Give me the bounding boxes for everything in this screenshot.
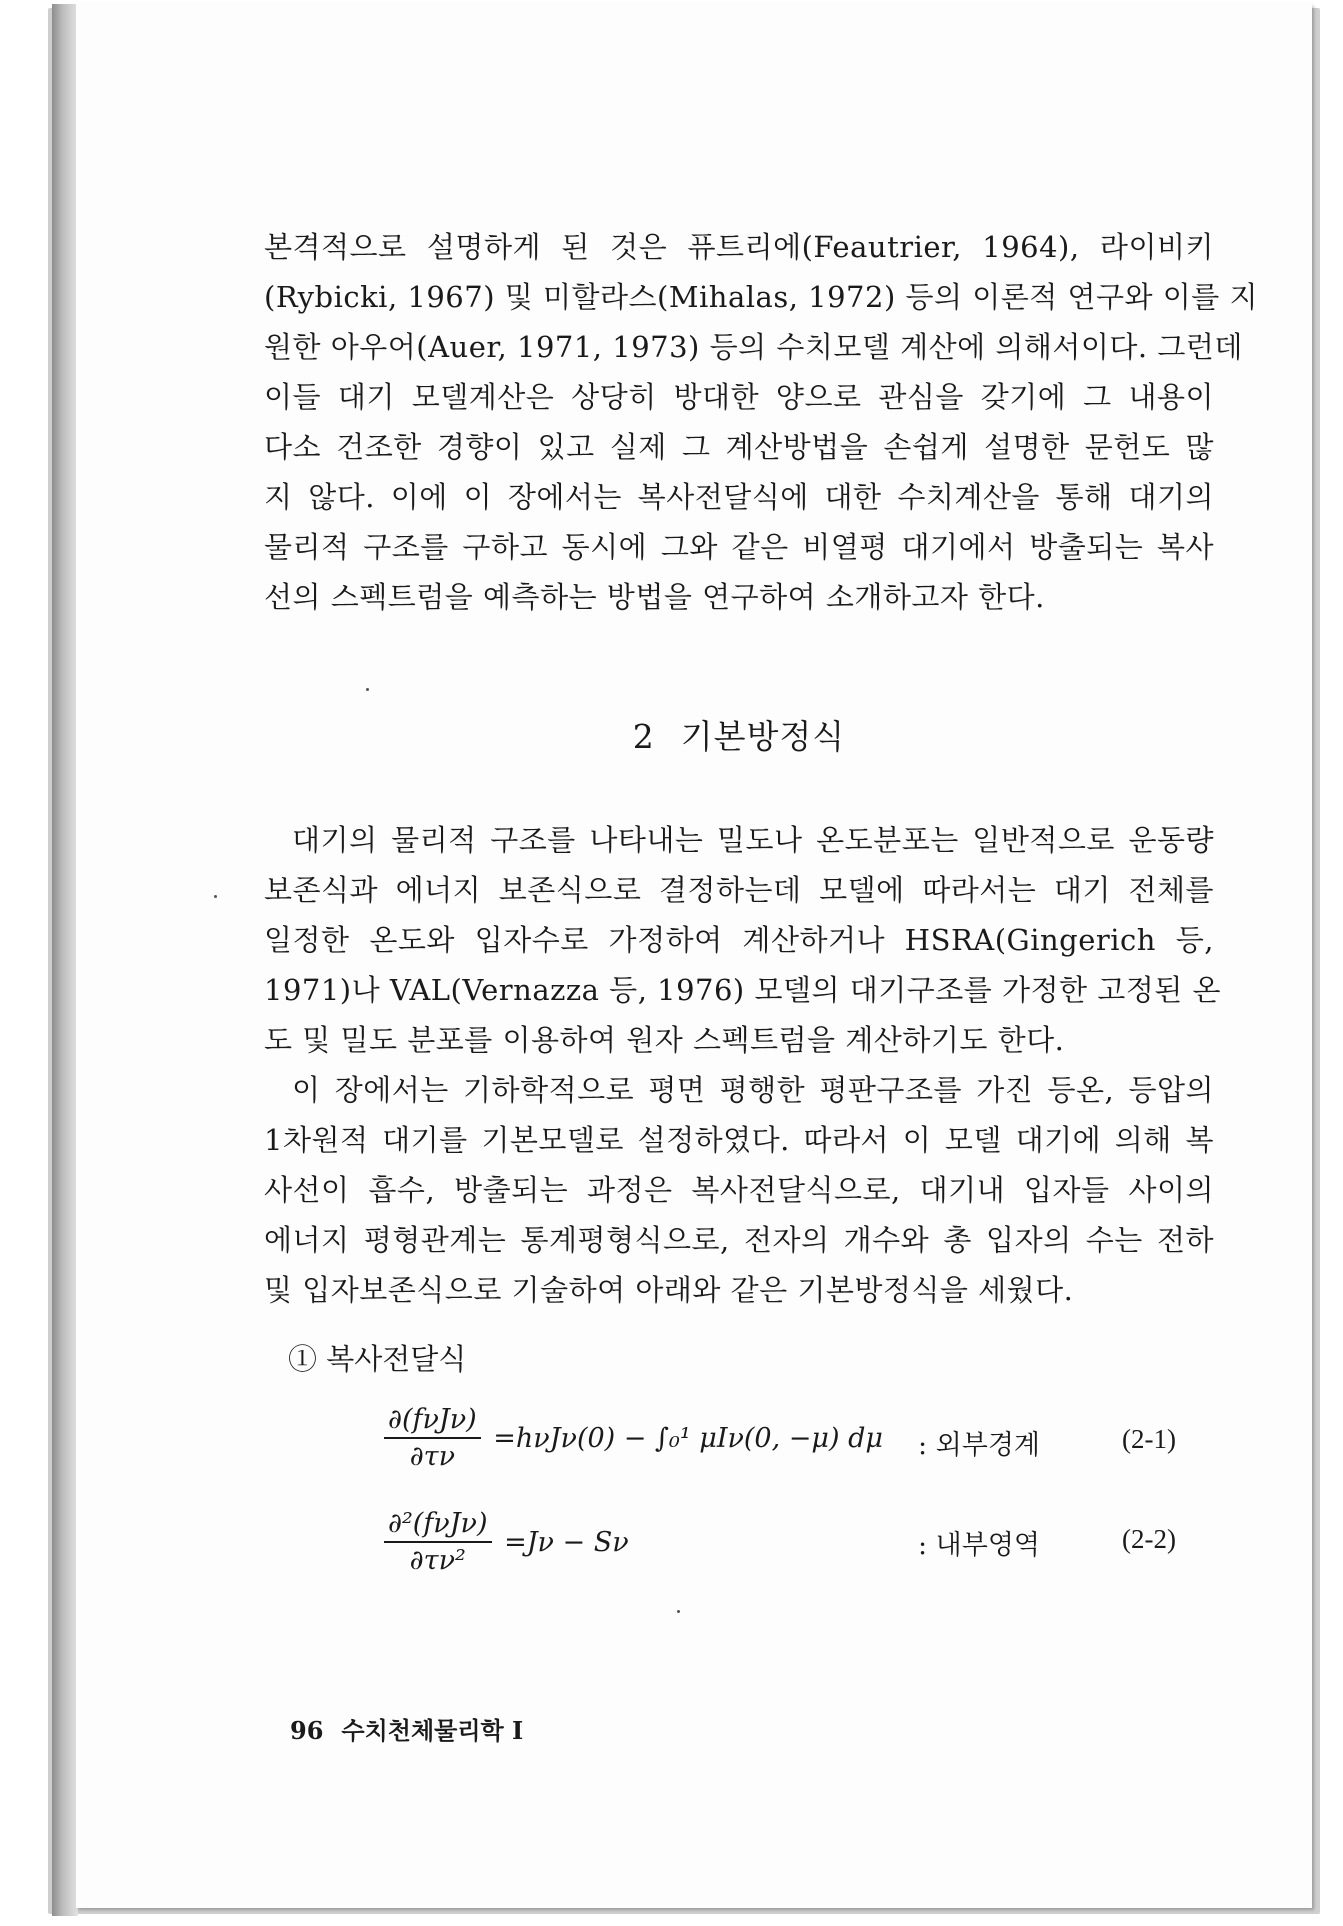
text-line: 이 장에서는 기하학적으로 평면 평행한 평판구조를 가진 등온, 등압의 — [292, 1073, 1214, 1107]
paragraph-intro — [264, 222, 1259, 622]
equation-lhs-fraction — [384, 1508, 492, 1576]
book-title: 수치천체물리학 I — [341, 1716, 524, 1745]
text-line: 이들 대기 모델계산은 상당히 방대한 양으로 관심을 갖기에 그 내용이 — [264, 380, 1214, 414]
text-line: (Rybicki, 1967) 및 미할라스(Mihalas, 1972) 등의 이론적 연구와 이를 지 — [264, 280, 1259, 314]
text-line: 1971)나 VAL(Vernazza 등, 1976) 모델의 대기구조를 가정한 고정된 온 — [264, 973, 1222, 1007]
text-line: 도 및 밀도 분포를 이용하여 원자 스펙트럼을 계산하기도 한다. — [264, 1023, 1065, 1057]
page-binding-edge — [52, 4, 78, 1916]
page-number: 96 — [290, 1716, 324, 1745]
text-line: 선의 스펙트럼을 예측하는 방법을 연구하여 소개하고자 한다. — [264, 580, 1045, 614]
equation-region-label: : 외부경계 — [918, 1430, 1041, 1461]
page-footer — [290, 1711, 523, 1746]
text-line: 보존식과 에너지 보존식으로 결정하는데 모델에 따라서는 대기 전체를 — [264, 873, 1214, 907]
section-heading — [264, 711, 1214, 758]
equation-numerator: ∂(fνJν) — [384, 1404, 481, 1439]
text-line: 다소 건조한 경향이 있고 실제 그 계산방법을 손쉽게 설명한 문헌도 많 — [264, 430, 1214, 464]
speck — [214, 895, 217, 898]
subsection-marker: ① — [288, 1342, 318, 1376]
subsection-heading — [288, 1337, 466, 1378]
equation-inner-region — [384, 1508, 629, 1576]
equation-number: (2-2) — [1122, 1524, 1176, 1554]
speck — [677, 1610, 680, 1613]
equation-denominator: ∂τν² — [409, 1545, 466, 1576]
equation-region-label: : 내부영역 — [918, 1530, 1041, 1561]
equation-number: (2-1) — [1122, 1424, 1176, 1454]
text-line: 1차원적 대기를 기본모델로 설정하였다. 따라서 이 모델 대기에 의해 복 — [264, 1123, 1214, 1157]
equation-numerator: ∂²(fνJν) — [384, 1508, 492, 1543]
section-number: 2 — [632, 717, 655, 756]
equation-denominator: ∂τν — [409, 1441, 455, 1472]
text-line: 지 않다. 이에 이 장에서는 복사전달식에 대한 수치계산을 통해 대기의 — [264, 480, 1214, 514]
equation-outer-boundary — [384, 1404, 883, 1472]
equation-rhs: =Jν − Sν — [504, 1526, 629, 1558]
equation-rhs: =hνJν(0) − ∫₀¹ μIν(0, −μ) dμ — [493, 1422, 883, 1454]
text-line: 및 입자보존식으로 기술하여 아래와 같은 기본방정식을 세웠다. — [264, 1273, 1074, 1307]
text-line: 일정한 온도와 입자수로 가정하여 계산하거나 HSRA(Gingerich 등, — [264, 923, 1214, 957]
equation-lhs-fraction — [384, 1404, 481, 1472]
text-line: 사선이 흡수, 방출되는 과정은 복사전달식으로, 대기내 입자들 사이의 — [264, 1173, 1214, 1207]
text-line: 에너지 평형관계는 통계평형식으로, 전자의 개수와 총 입자의 수는 전하 — [264, 1223, 1214, 1257]
subsection-title: 복사전달식 — [326, 1342, 467, 1376]
text-line: 물리적 구조를 구하고 동시에 그와 같은 비열평 대기에서 방출되는 복사 — [264, 530, 1214, 564]
text-line: 본격적으로 설명하게 된 것은 퓨트리에(Feautrier, 1964), 라이비키 — [264, 230, 1214, 264]
speck — [366, 688, 369, 691]
section-title: 기본방정식 — [680, 717, 846, 756]
paragraph-equations-intro — [264, 1065, 1214, 1315]
text-line: 원한 아우어(Auer, 1971, 1973) 등의 수치모델 계산에 의해서이다. 그런데 — [264, 330, 1243, 364]
paragraph-model — [264, 815, 1222, 1065]
text-line: 대기의 물리적 구조를 나타내는 밀도나 온도분포는 일반적으로 운동량 — [292, 823, 1214, 857]
